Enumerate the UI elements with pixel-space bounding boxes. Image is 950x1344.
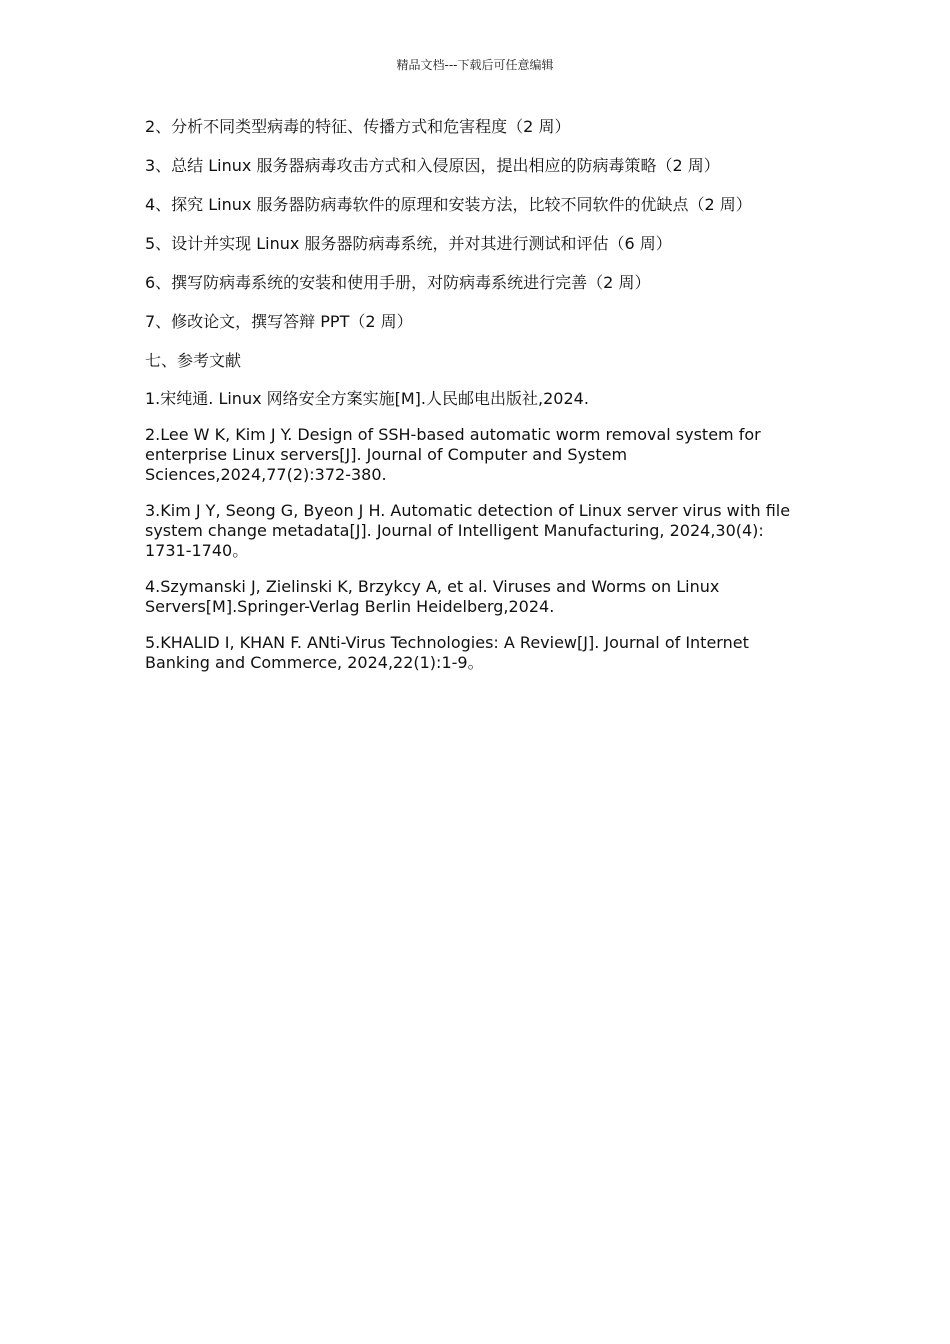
reference-5: 5.KHALID I, KHAN F. ANti-Virus Technologies: A Review[J]. Journal of Internet Banking and Commerce, 2024,22(1):1-9。	[145, 633, 749, 672]
reference-2: 2.Lee W K, Kim J Y. Design of SSH-based automatic worm removal system for enterprise Linux servers[J]. Journal of Computer and System Sciences,2024,77(2):372-380.	[145, 425, 761, 484]
references-heading: 七、参考文献	[145, 351, 242, 370]
page-header: 精品文档---下载后可任意编辑	[396, 58, 554, 72]
reference-1: 1.宋纯通. Linux 网络安全方案实施[M].人民邮电出版社,2024.	[145, 389, 589, 408]
plan-item-6: 6、撰写防病毒系统的安装和使用手册，对防病毒系统进行完善（2 周）	[145, 273, 651, 292]
plan-item-7: 7、修改论文，撰写答辩 PPT（2 周）	[145, 312, 413, 331]
reference-4: 4.Szymanski J, Zielinski K, Brzykcy A, et al. Viruses and Worms on Linux Servers[M].Springer-Verlag Berlin Heidelberg,2024.	[145, 577, 720, 616]
reference-3: 3.Kim J Y, Seong G, Byeon J H. Automatic detection of Linux server virus with file system change metadata[J]. Journal of Intelligent Manufacturing, 2024,30(4): 1731-1740。	[145, 501, 791, 560]
plan-item-2: 2、分析不同类型病毒的特征、传播方式和危害程度（2 周）	[145, 117, 571, 136]
plan-item-3: 3、总结 Linux 服务器病毒攻击方式和入侵原因，提出相应的防病毒策略（2 周）	[145, 156, 720, 175]
document-body	[145, 116, 805, 689]
plan-item-4: 4、探究 Linux 服务器防病毒软件的原理和安装方法，比较不同软件的优缺点（2 周）	[145, 195, 752, 214]
plan-item-5: 5、设计并实现 Linux 服务器防病毒系统，并对其进行测试和评估（6 周）	[145, 234, 672, 253]
